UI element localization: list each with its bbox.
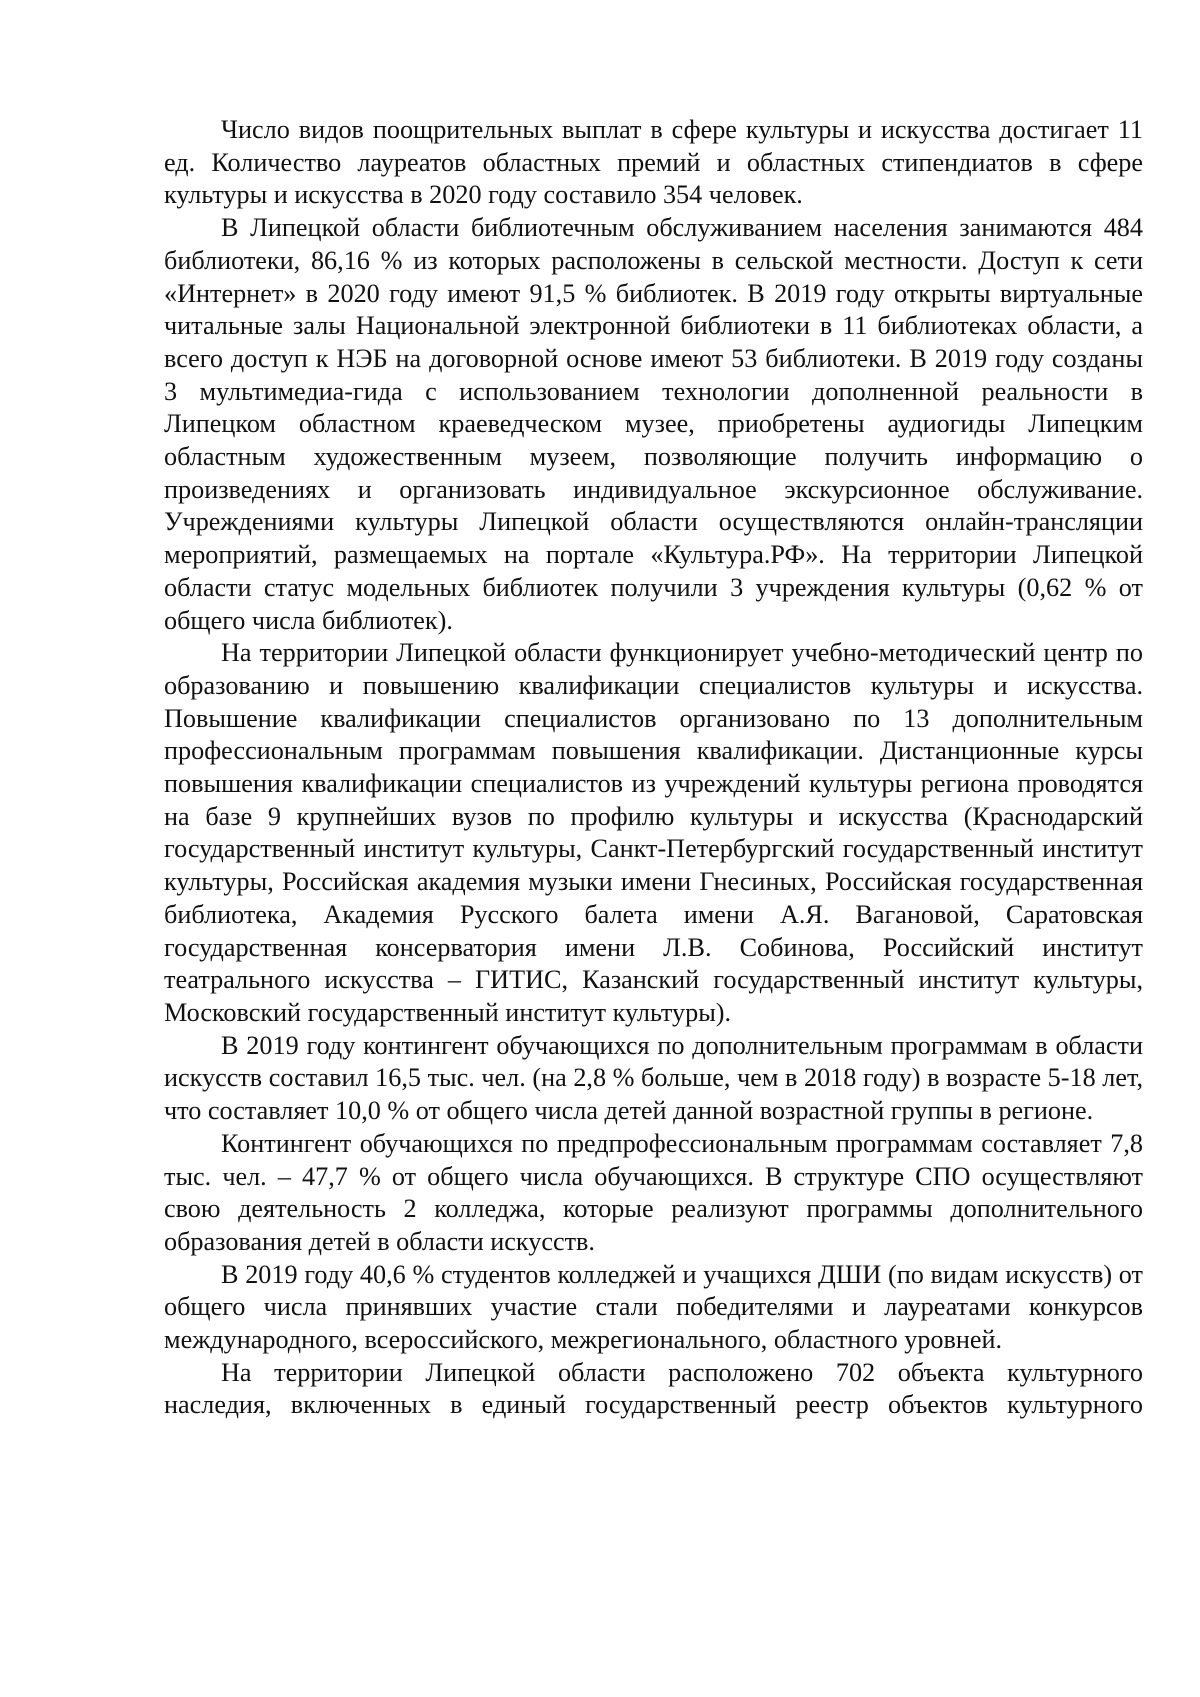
paragraph-heritage-objects: На территории Липецкой области расположено 702 объекта культурного наследия, включенных в единый государственный реестр объектов культурного bbox=[164, 1357, 1143, 1420]
paragraph-arts-students: В 2019 году контингент обучающихся по дополнительным программам в области искусств составил 16,5 тыс. чел. (на 2,8 % больше, чем в 2018 году) в возрасте 5-18 лет, что составляет 10,0 % от общего числа детей данной возрастной группы в регионе. bbox=[164, 1030, 1143, 1126]
paragraph-competition-winners: В 2019 году 40,6 % студентов колледжей и учащихся ДШИ (по видам искусств) от общего числа принявших участие стали победителями и лауреатами конкурсов международного, всероссийского, межрегионального, областного уровней. bbox=[164, 1259, 1143, 1355]
paragraph-preprofessional-programs: Контингент обучающихся по предпрофессиональным программам составляет 7,8 тыс. чел. – 47,7 % от общего числа обучающихся. В структуре СПО осуществляют свою деятельность 2 колледжа, которые реализуют программы дополнительного образования детей в области искусств. bbox=[164, 1128, 1143, 1256]
paragraph-training-center: На территории Липецкой области функционирует учебно-методический центр по образованию и повышению квалификации специалистов культуры и искусства. Повышение квалификации специалистов организовано по 13 дополнительным профессиональным программам повышения квалификации. Дистанционные курсы повышения квалификации специалистов из учреждений культуры региона проводятся на базе 9 крупнейших вузов по профилю культуры и искусства (Краснодарский государственный институт культуры, Санкт-Петербургский государственный институт культуры, Российская академия музыки имени Гнесиных, Российская государственная библиотека, Академия Русского балета имени А.Я. Вагановой, Саратовская государственная консерватория имени Л.В. Собинова, Российский институт театрального искусства – ГИТИС, Казанский государственный институт культуры, Московский государственный институт культуры). bbox=[164, 638, 1143, 1027]
document-body bbox=[164, 114, 1143, 1422]
paragraph-libraries: В Липецкой области библиотечным обслуживанием населения занимаются 484 библиотеки, 86,16 % из которых расположены в сельской местности. Доступ к сети «Интернет» в 2020 году имеют 91,5 % библиотек. В 2019 году открыты виртуальные читальные залы Национальной электронной библиотеки в 11 библиотеках области, а всего доступ к НЭБ на договорной основе имеют 53 библиотеки. В 2019 году созданы 3 мультимедиа-гида с использованием технологии дополненной реальности в Липецком областном краеведческом музее, приобретены аудиогиды Липецким областным художественным музеем, позволяющие получить информацию о произведениях и организовать индивидуальное экскурсионное обслуживание. Учреждениями культуры Липецкой области осуществляются онлайн-трансляции мероприятий, размещаемых на портале «Культура.РФ». На территории Липецкой области статус модельных библиотек получили 3 учреждения культуры (0,62 % от общего числа библиотек). bbox=[164, 213, 1143, 635]
paragraph-incentive-payments: Число видов поощрительных выплат в сфере культуры и искусства достигает 11 ед. Количество лауреатов областных премий и областных стипендиатов в сфере культуры и искусства в 2020 году составило 354 человек. bbox=[164, 115, 1143, 210]
